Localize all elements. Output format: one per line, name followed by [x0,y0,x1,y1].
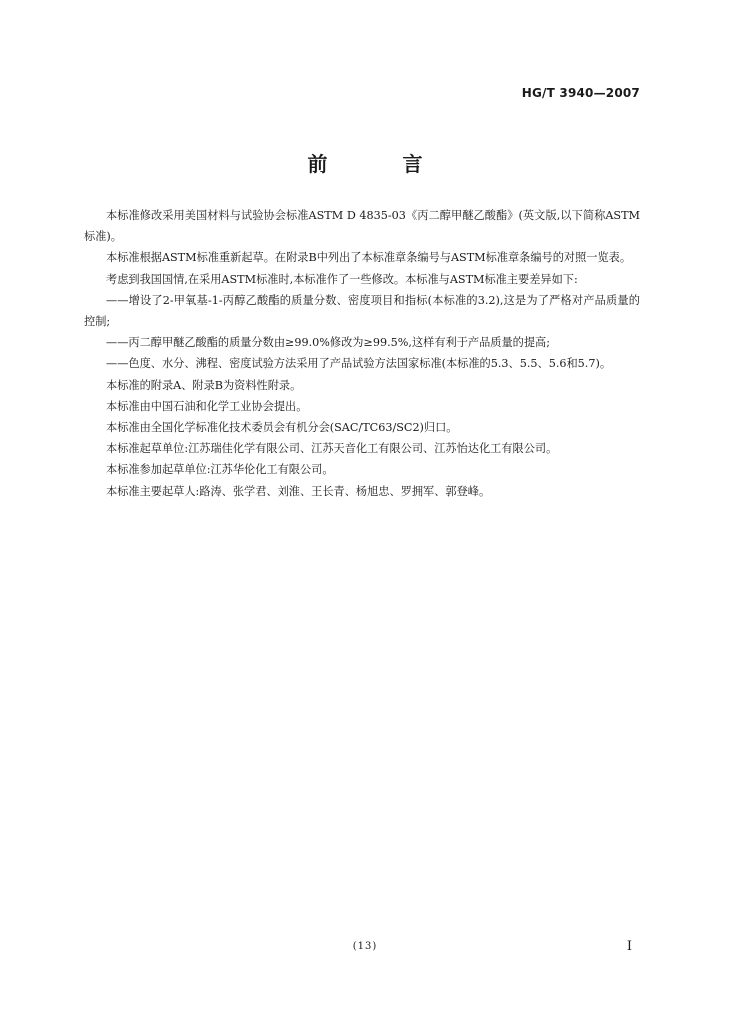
standard-code: HG/T 3940—2007 [521,86,640,100]
preface-paragraph: 考虑到我国国情,在采用ASTM标准时,本标准作了一些修改。本标准与ASTM标准主要差异如下: [106,272,578,286]
preface-body [84,205,640,502]
preface-paragraph: 本标准根据ASTM标准重新起草。在附录B中列出了本标准章条编号与ASTM标准章条编号的对照一览表。 [106,251,632,265]
preface-paragraph: 本标准起草单位:江苏瑞佳化学有限公司、江苏天音化工有限公司、江苏怡达化工有限公司。 [106,442,558,456]
preface-paragraph: 本标准由中国石油和化学工业协会提出。 [106,399,308,413]
roman-page-number: I [626,939,632,954]
preface-paragraph: 本标准的附录A、附录B为资料性附录。 [106,378,302,392]
preface-paragraph: 本标准修改采用美国材料与试验协会标准ASTM D 4835-03《丙二醇甲醚乙酸酯》(英文版,以下简称ASTM标准)。 [84,209,640,244]
difference-item: ——增设了2-甲氧基-1-丙醇乙酸酯的质量分数、密度项目和指标(本标准的3.2),这是为了严格对产品质量的控制; [84,293,640,329]
difference-item: ——色度、水分、沸程、密度试验方法采用了产品试验方法国家标准(本标准的5.3、5.5、5.6和5.7)。 [106,357,612,371]
preface-paragraph: 本标准主要起草人:路涛、张学君、刘淮、王长青、杨旭忠、罗拥军、郭登峰。 [106,484,491,498]
preface-paragraph: 本标准由全国化学标准化技术委员会有机分会(SAC/TC63/SC2)归口。 [106,421,458,435]
page-title: 前 言 [307,152,457,176]
difference-item: ——丙二醇甲醚乙酸酯的质量分数由≥99.0%修改为≥99.5%,这样有利于产品质量的提高; [106,336,550,350]
preface-paragraph: 本标准参加起草单位:江苏华伦化工有限公司。 [106,463,334,477]
page-number: (13) [352,941,378,952]
